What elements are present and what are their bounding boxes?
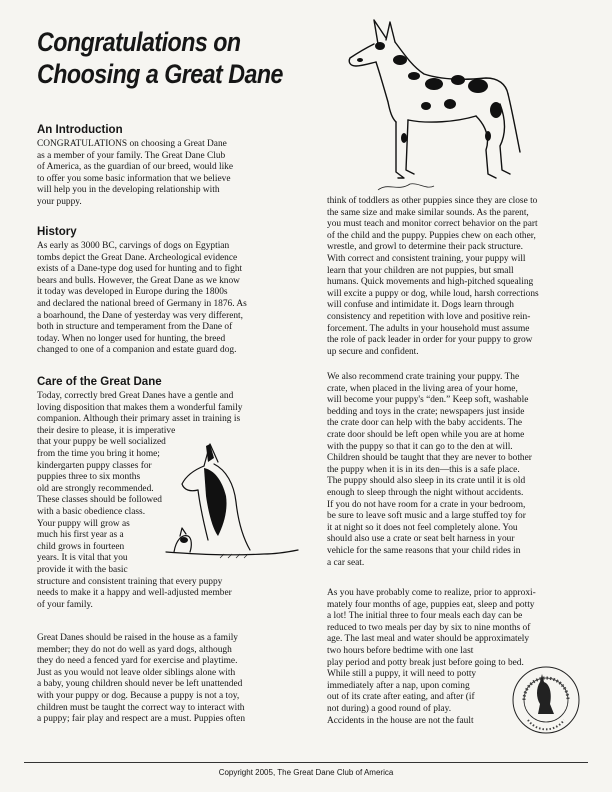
text-line: as a member of your family. The Great Dane Club (37, 150, 226, 161)
text-line: out of its crate after eating, and after (if (327, 692, 475, 703)
text-line: Children should be taught that they are never to bother (327, 453, 532, 464)
text-line: wrestle, and growl to determine their pack structure. (327, 242, 524, 253)
text-line: consistency and repetition with love and positive rein- (327, 311, 531, 322)
text-line: of the child and the puppy. Puppies chew on each other, (327, 230, 536, 241)
footer-divider (24, 762, 588, 763)
text-line: CONGRATULATIONS on choosing a Great Dane (37, 139, 227, 149)
text-line: a baby, young children should never be left unattended (37, 679, 243, 690)
text-line: companion. Although their primary asset in training is (37, 414, 241, 425)
text-line: The puppy should also sleep in its crate until it is old (327, 476, 526, 487)
text-line: from the time you bring it home; (37, 448, 160, 459)
text-line: be sure to leave soft music and a large stuffed toy for (327, 511, 526, 522)
text-line: immediately after a nap, upon coming (327, 680, 470, 691)
history-text (37, 241, 299, 357)
text-line: changed to one of a companion and estate guard dog. (37, 345, 237, 356)
text-line: loving disposition that makes them a wonderful family (37, 402, 243, 413)
text-line: crate, when placed in the living area of your home, (327, 383, 518, 394)
text-line: reduced to two meals per day by six to nine months of (327, 622, 531, 633)
text-line: Just as you would not leave older siblings alone with (37, 667, 236, 678)
footer-copyright: Copyright 2005, The Great Dane Club of America (218, 768, 394, 777)
text-line: up secure and confident. (327, 346, 419, 357)
text-line: children must be taught the correct way to interact with (37, 702, 245, 713)
text-line: of America, as the guardian of our breed, would like (37, 162, 234, 173)
text-line: two hours before bedtime with one last (327, 645, 474, 656)
text-line: the same size and make similar sounds. As the parent, (327, 207, 529, 218)
text-line: it today was developed in Europe during the 1800s (37, 287, 228, 298)
text-line: vehicle for the same reasons that your child rides in (327, 545, 521, 556)
text-line: that your puppy be well socialized (37, 437, 166, 448)
history-heading: History (37, 226, 77, 238)
text-line: We also recommend crate training your puppy. The (327, 372, 520, 382)
text-line: kindergarten puppy classes for (37, 460, 152, 471)
text-line: If you do not have room for a crate in your bedroom, (327, 499, 526, 510)
text-line: their desire to please, it is imperative (37, 425, 176, 436)
text-line: with your puppy or dog. Because a puppy is not a toy, (37, 690, 240, 701)
text-line: the role of pack leader in order for your puppy to grow (327, 335, 533, 346)
text-line: provide it with the basic (37, 564, 128, 575)
text-line: Today, correctly bred Great Danes have a gentle and (37, 391, 234, 401)
text-line: a lot! The initial three to four meals each day can be (327, 611, 523, 622)
text-line: with the puppy so that it can go to the den at will. (327, 441, 513, 452)
text-line: age. The last meal and water should be approximately (327, 634, 530, 645)
text-line: bears and bulls. However, the Great Dane as we know (37, 275, 240, 286)
care-heading: Care of the Great Dane (37, 376, 162, 388)
text-line: with a basic obedience class. (37, 506, 146, 517)
text-line: think of toddlers as other puppies since they are close to (327, 196, 538, 206)
text-line: old are strongly recommended. (37, 483, 154, 494)
text-line: your puppy. (37, 196, 82, 207)
text-line: learn that your children are not puppies, but small (327, 265, 514, 276)
intro-text (37, 139, 299, 209)
text-line: should also use a crate or seat belt harness in your (327, 534, 515, 545)
text-line: Your puppy will grow as (37, 518, 130, 529)
text-line: you must teach and monitor correct behavior on the part (327, 219, 538, 230)
text-line: they do need a fenced yard for exercise and playtime. (37, 656, 238, 667)
text-line: child grows in fourteen (37, 541, 125, 552)
title-line-2: Choosing a Great Dane (37, 59, 283, 89)
text-line: While still a puppy, it will need to potty (327, 669, 477, 680)
text-line: it at night so it does not feel completely alone. You (327, 522, 518, 533)
intro-heading: An Introduction (37, 124, 123, 136)
text-line: tombs depict the Great Dane. Archeological evidence (37, 252, 238, 263)
text-line: the puppy when it is in its den—this is a safe place. (327, 464, 520, 475)
text-line: With correct and consistent training, your puppy will (327, 253, 526, 264)
dane-and-puppy-illustration (164, 440, 300, 572)
text-line: structure and consistent training that every puppy (37, 576, 223, 587)
text-line: will confuse and intimidate it. Dogs learn through (327, 300, 514, 311)
right-column-paragraph-2 (327, 372, 589, 569)
title-line-1: Congratulations on (37, 27, 241, 57)
text-line: As early as 3000 BC, carvings of dogs on Egyptian (37, 241, 230, 251)
text-line: puppies three to six months (37, 472, 141, 483)
text-line: a car seat. (327, 557, 365, 568)
right-column-paragraph-1 (327, 196, 589, 358)
text-line: mately four months of age, puppies eat, sleep and potty (327, 599, 535, 610)
text-line: These classes should be followed (37, 495, 162, 506)
text-line: will help you in the developing relationship with (37, 185, 220, 196)
text-line: member; they do not do well as yard dogs, although (37, 644, 232, 655)
text-line: play period and potty break just before going to bed. (327, 657, 524, 668)
care-text-paragraph-2 (37, 633, 299, 726)
text-line: not during) a good round of play. (327, 703, 452, 714)
text-line: both in structure and temperament from the Dane of (37, 322, 233, 333)
text-line: bedding and toys in the crate; newspapers just inside (327, 406, 525, 417)
text-line: Accidents in the house are not the fault (327, 715, 474, 726)
text-line: Great Danes should be raised in the house as a family (37, 633, 238, 643)
text-line: to offer you some basic information that we believe (37, 173, 231, 184)
text-line: of your family. (37, 599, 93, 610)
text-line: will become your puppy's “den.” Keep soft, washable (327, 395, 529, 406)
text-line: As you have probably come to realize, prior to approxi- (327, 588, 536, 598)
text-line: will excite a puppy or dog, while loud, harsh corrections (327, 288, 539, 299)
text-line: needs to make it a happy and well-adjusted member (37, 588, 232, 599)
text-line: forcement. The adults in your household must assume (327, 323, 530, 334)
text-line: enough to sleep through the night without accidents. (327, 487, 524, 498)
text-line: exists of a Dane-type dog used for hunting and to fight (37, 264, 243, 275)
text-line: today. When no longer used for hunting, the breed (37, 333, 226, 344)
text-line: humans. Quick movements and high-pitched squealing (327, 277, 534, 288)
club-seal-logo (510, 664, 582, 736)
text-line: years. It is vital that you (37, 553, 128, 564)
text-line: crate door should be left open while you are at home (327, 429, 525, 440)
harlequin-dane-illustration (338, 14, 528, 194)
text-line: a boarhound, the Dane of yesterday was very different, (37, 310, 243, 321)
text-line: much his first year as a (37, 530, 124, 541)
text-line: the crate door can help with the baby accidents. The (327, 418, 523, 429)
text-line: and declared the national breed of Germany in 1876. As (37, 298, 247, 309)
text-line: a puppy; fair play and respect are a must. Puppies often (37, 714, 246, 725)
page-title (37, 26, 283, 90)
